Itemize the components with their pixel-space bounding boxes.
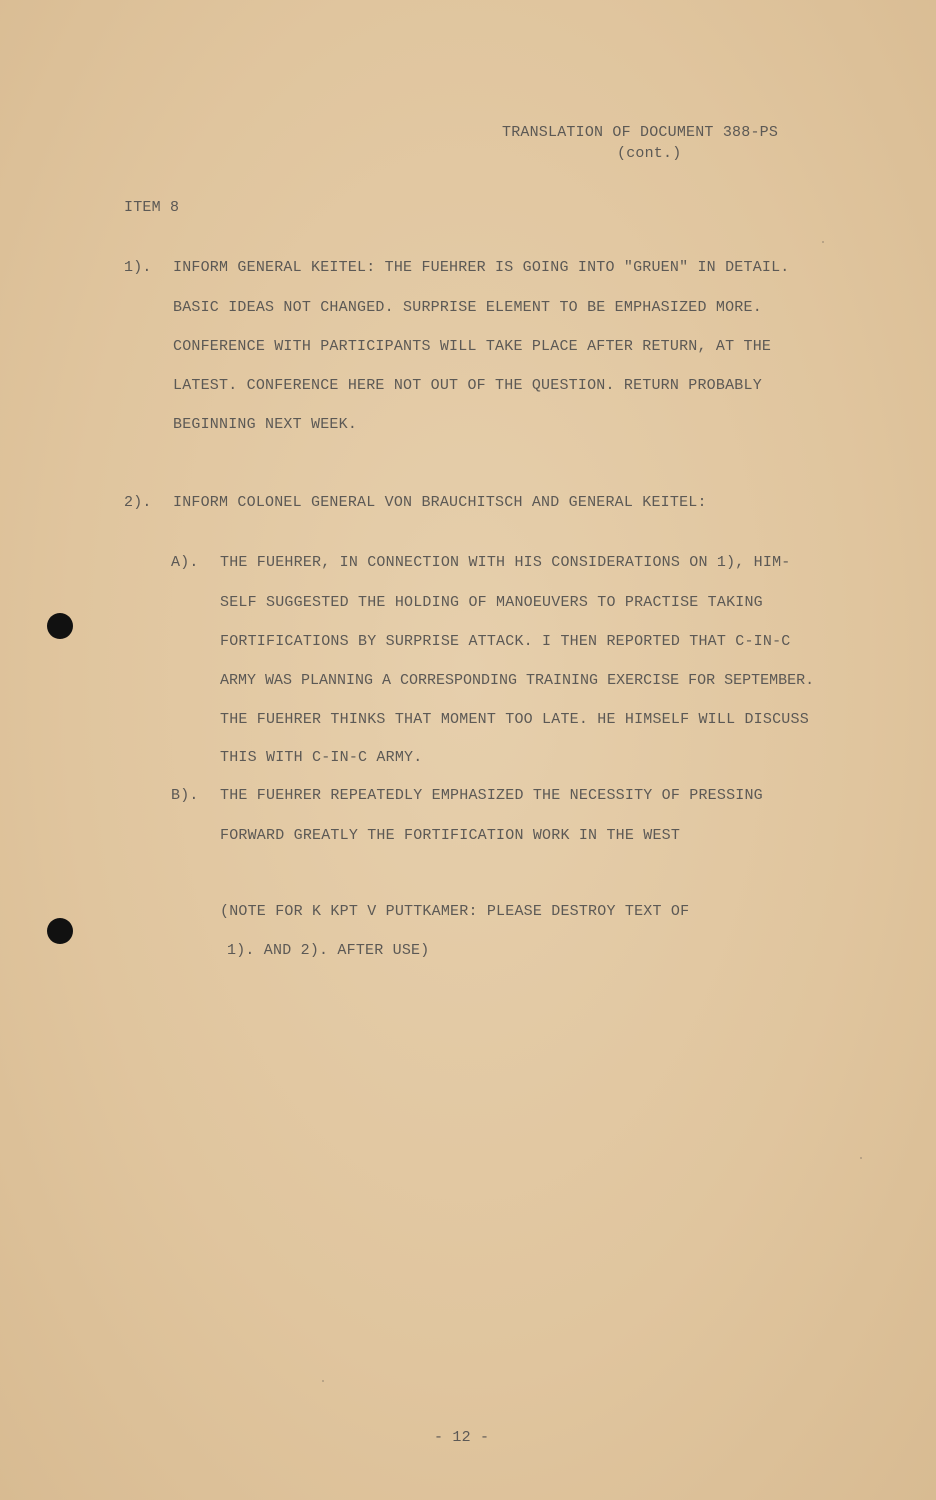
paper-speck xyxy=(860,1157,862,1159)
note-line: 1). AND 2). AFTER USE) xyxy=(227,942,430,959)
section2-number: 2). xyxy=(124,494,152,511)
punch-hole-bottom xyxy=(47,918,73,944)
sub-a-label: A). xyxy=(171,554,199,571)
paper-speck xyxy=(322,1380,324,1382)
item-label: ITEM 8 xyxy=(124,199,180,216)
sub-b-label: B). xyxy=(171,787,199,804)
section2-intro: INFORM COLONEL GENERAL VON BRAUCHITSCH AND GENERAL KEITEL: xyxy=(173,494,707,511)
sub-a-line: ARMY WAS PLANNING A CORRESPONDING TRAINING EXERCISE FOR SEPTEMBER. xyxy=(220,672,815,689)
paper-speck xyxy=(822,241,824,243)
punch-hole-top xyxy=(47,613,73,639)
sub-b-line: THE FUEHRER REPEATEDLY EMPHASIZED THE NECESSITY OF PRESSING xyxy=(220,787,763,804)
sub-a-line: THE FUEHRER, IN CONNECTION WITH HIS CONSIDERATIONS ON 1), HIM- xyxy=(220,554,791,571)
sub-a-line: FORTIFICATIONS BY SURPRISE ATTACK. I THEN REPORTED THAT C-IN-C xyxy=(220,633,791,650)
section1-line: BEGINNING NEXT WEEK. xyxy=(173,416,358,433)
section1-line: CONFERENCE WITH PARTICIPANTS WILL TAKE PLACE AFTER RETURN, AT THE xyxy=(173,338,772,355)
document-subtitle: (cont.) xyxy=(617,145,682,162)
note-line: (NOTE FOR K KPT V PUTTKAMER: PLEASE DESTROY TEXT OF xyxy=(220,903,690,920)
section1-line: BASIC IDEAS NOT CHANGED. SURPRISE ELEMENT TO BE EMPHASIZED MORE. xyxy=(173,299,762,316)
sub-b-line: FORWARD GREATLY THE FORTIFICATION WORK IN THE WEST xyxy=(220,827,681,844)
sub-a-line: THE FUEHRER THINKS THAT MOMENT TOO LATE. HE HIMSELF WILL DISCUSS xyxy=(220,711,809,728)
sub-a-line: SELF SUGGESTED THE HOLDING OF MANOEUVERS TO PRACTISE TAKING xyxy=(220,594,763,611)
section1-number: 1). xyxy=(124,259,152,276)
document-title: TRANSLATION OF DOCUMENT 388-PS xyxy=(502,124,779,141)
sub-a-line: THIS WITH C-IN-C ARMY. xyxy=(220,749,423,766)
page-number: - 12 - xyxy=(434,1429,490,1446)
section1-line: INFORM GENERAL KEITEL: THE FUEHRER IS GOING INTO "GRUEN" IN DETAIL. xyxy=(173,259,790,276)
section1-line: LATEST. CONFERENCE HERE NOT OUT OF THE QUESTION. RETURN PROBABLY xyxy=(173,377,762,394)
